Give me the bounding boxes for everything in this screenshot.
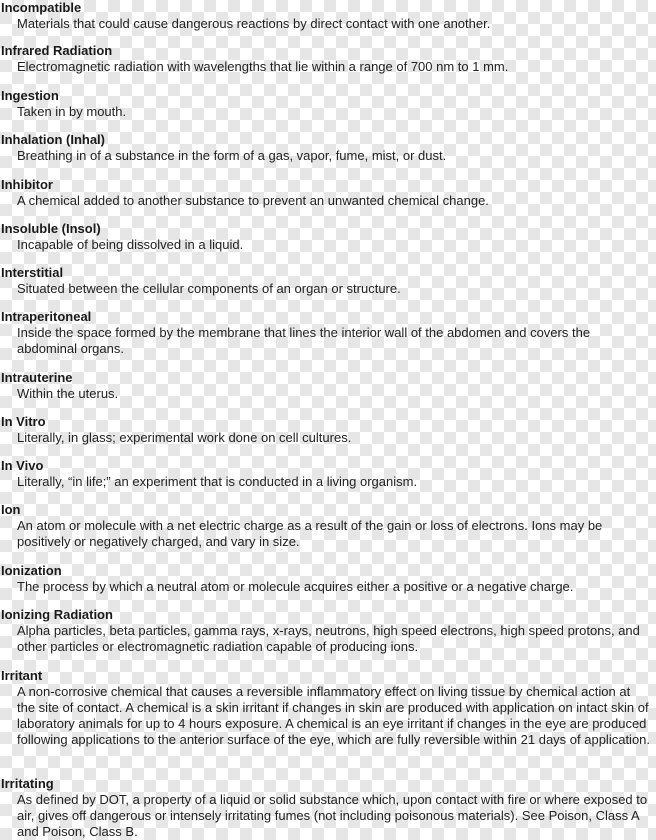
- glossary-definition: A chemical added to another substance to prevent an unwanted chemical change.: [17, 193, 489, 208]
- glossary-definition: As defined by DOT, a property of a liquid or solid substance which, upon contact with fire or where exposed to air, gives off dangerous or intensely irritating fumes (not including poisonous materials). See Poison, Class A and Poison, Class B.: [17, 792, 648, 839]
- glossary-term: Inhalation (Inhal): [1, 132, 105, 147]
- glossary-definition: Electromagnetic radiation with wavelengths that lie within a range of 700 nm to 1 mm.: [17, 59, 509, 74]
- glossary-definition: Literally, in glass; experimental work done on cell cultures.: [17, 430, 352, 445]
- glossary-term: Irritating: [1, 776, 54, 791]
- glossary-term: Insoluble (Insol): [1, 221, 101, 236]
- glossary-term: Infrared Radiation: [1, 43, 113, 58]
- glossary-definition: Inside the space formed by the membrane that lines the interior wall of the abdomen and covers the abdominal organs.: [17, 325, 591, 356]
- glossary-term: Inhibitor: [1, 177, 53, 192]
- glossary-term: In Vitro: [1, 414, 46, 429]
- glossary-definition: Situated between the cellular components of an organ or structure.: [17, 281, 401, 296]
- glossary-definition: Breathing in of a substance in the form of a gas, vapor, fume, mist, or dust.: [17, 148, 447, 163]
- glossary-definition: The process by which a neutral atom or molecule acquires either a positive or a negative charge.: [17, 579, 574, 594]
- glossary-term: Intrauterine: [1, 370, 73, 385]
- glossary-definition: Materials that could cause dangerous reactions by direct contact with one another.: [17, 16, 491, 31]
- glossary-term: Ionization: [1, 563, 62, 578]
- glossary-definition: Literally, “in life;” an experiment that is conducted in a living organism.: [17, 474, 418, 489]
- glossary-definition: Within the uterus.: [17, 386, 119, 401]
- glossary-definition: A non-corrosive chemical that causes a reversible inflammatory effect on living tissue by chemical action at the site of contact. A chemical is a skin irritant if changes in skin are produced with application on intact skin of laboratory animals for up to 4 hours exposure. A chemical is an eye irritant if changes in the eye are produced following applications to the anterior surface of the eye, which are fully reversible within 21 days of application.: [17, 684, 651, 747]
- glossary-term: Interstitial: [1, 265, 64, 280]
- glossary-term: Incompatible: [1, 0, 82, 15]
- glossary-term: Intraperitoneal: [1, 309, 92, 324]
- glossary-term: Ionizing Radiation: [1, 607, 113, 622]
- glossary-definition: Alpha particles, beta particles, gamma rays, x-rays, neutrons, high speed electrons, high speed protons, and other particles or electromagnetic radiation capable of producing ions.: [17, 623, 640, 654]
- glossary-definition: Taken in by mouth.: [17, 104, 127, 119]
- glossary-definition: An atom or molecule with a net electric charge as a result of the gain or loss of electrons. Ions may be positively or negatively charged, and vary in size.: [17, 518, 603, 549]
- glossary-definition: Incapable of being dissolved in a liquid.: [17, 237, 244, 252]
- glossary-term: Ion: [1, 502, 21, 517]
- glossary-term: Irritant: [1, 668, 43, 683]
- glossary-term: In Vivo: [1, 458, 44, 473]
- glossary-term: Ingestion: [1, 88, 59, 103]
